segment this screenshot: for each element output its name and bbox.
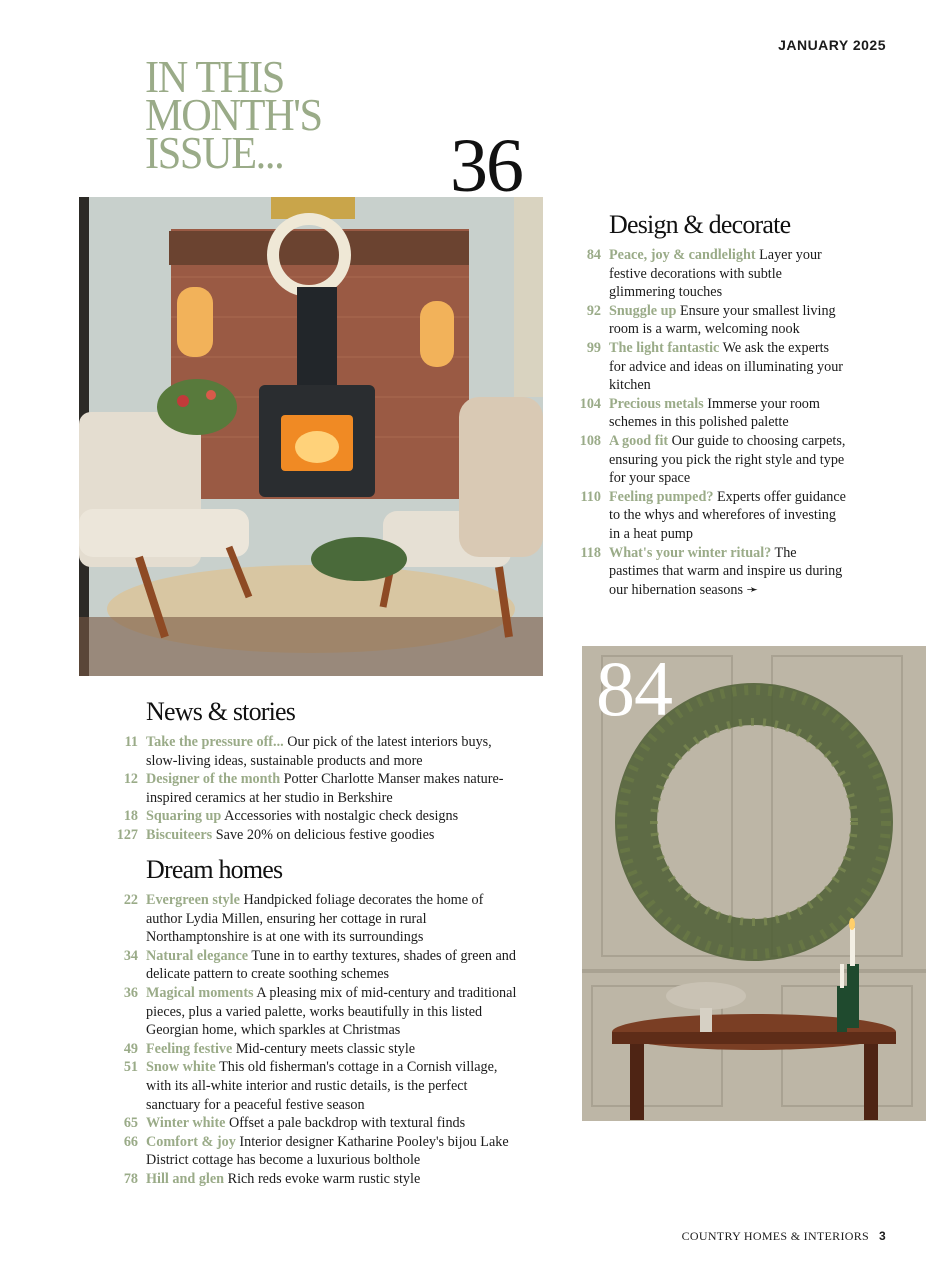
- entry-page-number: 118: [580, 544, 601, 561]
- entry-page-number: 11: [124, 734, 138, 750]
- title-line: IN THIS: [145, 51, 284, 102]
- contents-entry[interactable]: [579, 432, 849, 488]
- entry-description: Ensure your smallest living room is a warm, welcoming nook: [609, 302, 836, 338]
- entry-page-number: 65: [123, 1115, 138, 1132]
- entry-page-number: 18: [123, 808, 138, 825]
- entry-title: Precious metals: [609, 395, 704, 412]
- contents-entry[interactable]: [580, 488, 849, 544]
- page-number: 3: [879, 1229, 886, 1243]
- page-title: [145, 51, 322, 178]
- entry-title: Comfort & joy: [146, 1133, 236, 1150]
- contents-entry[interactable]: [123, 891, 521, 947]
- entry-title: Hill and glen: [146, 1170, 225, 1187]
- entry-description: Our pick of the latest interiors buys, slow-living ideas, sustainable products and more: [146, 734, 492, 769]
- contents-entry[interactable]: [123, 1040, 521, 1059]
- title-line: ISSUE...: [145, 127, 284, 178]
- entry-page-number: 51: [123, 1059, 138, 1076]
- contents-entry[interactable]: [123, 984, 521, 1040]
- entry-description: This old fisherman's cottage in a Cornish village, with its all-white interior and rustic details, is the perfect sanctuary for a peaceful festive season: [146, 1059, 498, 1113]
- section-design-decorate: [579, 210, 849, 599]
- entry-title: Winter white: [146, 1115, 226, 1132]
- entry-page-number: 66: [123, 1133, 138, 1150]
- issue-date: JANUARY 2025: [778, 37, 886, 53]
- contents-entry[interactable]: [123, 1170, 521, 1189]
- section-heading: News & stories: [146, 697, 296, 726]
- entry-description: Rich reds evoke warm rustic style: [227, 1170, 421, 1187]
- entry-title: Snow white: [146, 1059, 216, 1076]
- contents-entry[interactable]: [116, 826, 516, 845]
- entry-title: A good fit: [609, 432, 669, 449]
- section-news-stories: [116, 697, 516, 845]
- entry-description: Handpicked foliage decorates the home of author Lydia Millen, ensuring her cottage in rural Northamptonshire is at one with its surroundings: [146, 892, 484, 946]
- entry-description: Tune in to earthy textures, shades of green and delicate pattern to create soothing schemes: [146, 947, 516, 983]
- entry-page-number: 49: [123, 1040, 138, 1057]
- entry-description: A pleasing mix of mid-century and traditional pieces, plus a varied palette, works beautifully in this listed Georgian home, which sparkles at Christmas: [146, 984, 517, 1039]
- contents-entry[interactable]: [586, 246, 849, 302]
- entry-page-number: 99: [586, 339, 601, 356]
- contents-entry[interactable]: [123, 1133, 521, 1170]
- entry-description: Offset a pale backdrop with textural finds: [229, 1115, 466, 1132]
- entry-description: The pastimes that warm and inspire us during our hibernation seasons ➛: [609, 544, 843, 598]
- entry-page-number: 36: [123, 984, 138, 1001]
- contents-entry[interactable]: [124, 733, 516, 770]
- contents-entry[interactable]: [123, 947, 521, 984]
- contents-entry[interactable]: [586, 339, 849, 395]
- page-footer: [682, 1229, 886, 1244]
- entry-title: Natural elegance: [146, 947, 249, 964]
- entry-page-number: 127: [116, 826, 138, 843]
- section-dream-homes: [123, 855, 521, 1189]
- feature-page-number: 84: [596, 645, 672, 732]
- entry-page-number: 104: [579, 395, 601, 412]
- contents-entry[interactable]: [586, 302, 849, 339]
- entry-title: Take the pressure off...: [146, 734, 284, 750]
- entry-page-number: 84: [586, 247, 601, 263]
- entry-title: Feeling pumped?: [609, 488, 714, 505]
- entry-page-number: 108: [579, 432, 601, 449]
- entry-title: Feeling festive: [146, 1040, 233, 1057]
- entry-title: The light fantastic: [609, 339, 720, 356]
- feature-page-number: 36: [450, 124, 522, 208]
- contents-entry[interactable]: [123, 807, 516, 826]
- entry-description: Experts offer guidance to the whys and wherefores of investing in a heat pump: [609, 488, 846, 542]
- fireplace-living-room-photo: [79, 197, 543, 676]
- entry-description: Layer your festive decorations with subtle glimmering touches: [609, 247, 822, 301]
- contents-entry[interactable]: [580, 544, 849, 600]
- entry-title: Evergreen style: [146, 892, 240, 908]
- entry-title: Snuggle up: [609, 302, 677, 319]
- entry-description: Immerse your room schemes in this polished palette: [609, 395, 820, 431]
- entry-description: Mid-century meets classic style: [235, 1040, 416, 1057]
- contents-entry[interactable]: [579, 395, 849, 432]
- entry-description: We ask the experts for advice and ideas on illuminating your kitchen: [609, 339, 844, 394]
- entry-page-number: 34: [123, 947, 138, 964]
- entry-title: Designer of the month: [146, 771, 281, 788]
- entry-description: Potter Charlotte Manser makes nature-inspired ceramics at her studio in Berkshire: [146, 771, 504, 806]
- entry-page-number: 110: [580, 488, 601, 505]
- magazine-name: COUNTRY HOMES & INTERIORS: [681, 1229, 870, 1243]
- entry-page-number: 22: [123, 892, 138, 908]
- entry-description: Accessories with nostalgic check designs: [224, 808, 459, 825]
- section-heading: Design & decorate: [609, 210, 791, 239]
- contents-entry[interactable]: [123, 1058, 521, 1114]
- entry-title: What's your winter ritual?: [609, 544, 772, 561]
- section-heading: Dream homes: [146, 855, 283, 884]
- entry-title: Biscuiteers: [146, 826, 213, 843]
- contents-entry[interactable]: [123, 770, 516, 807]
- entry-title: Magical moments: [146, 984, 254, 1001]
- entry-page-number: 78: [123, 1170, 138, 1187]
- entry-title: Peace, joy & candlelight: [609, 247, 756, 263]
- entry-title: Squaring up: [146, 808, 222, 825]
- entry-page-number: 12: [123, 771, 138, 788]
- entry-description: Save 20% on delicious festive goodies: [215, 826, 435, 843]
- entry-page-number: 92: [586, 302, 601, 319]
- contents-entry[interactable]: [123, 1114, 521, 1133]
- entry-description: Our guide to choosing carpets, ensuring you pick the right style and type for your space: [609, 432, 846, 487]
- entry-description: Interior designer Katharine Pooley's bijou Lake District cottage has become a luxurious bolthole: [146, 1133, 509, 1169]
- title-line: MONTH'S: [145, 89, 322, 140]
